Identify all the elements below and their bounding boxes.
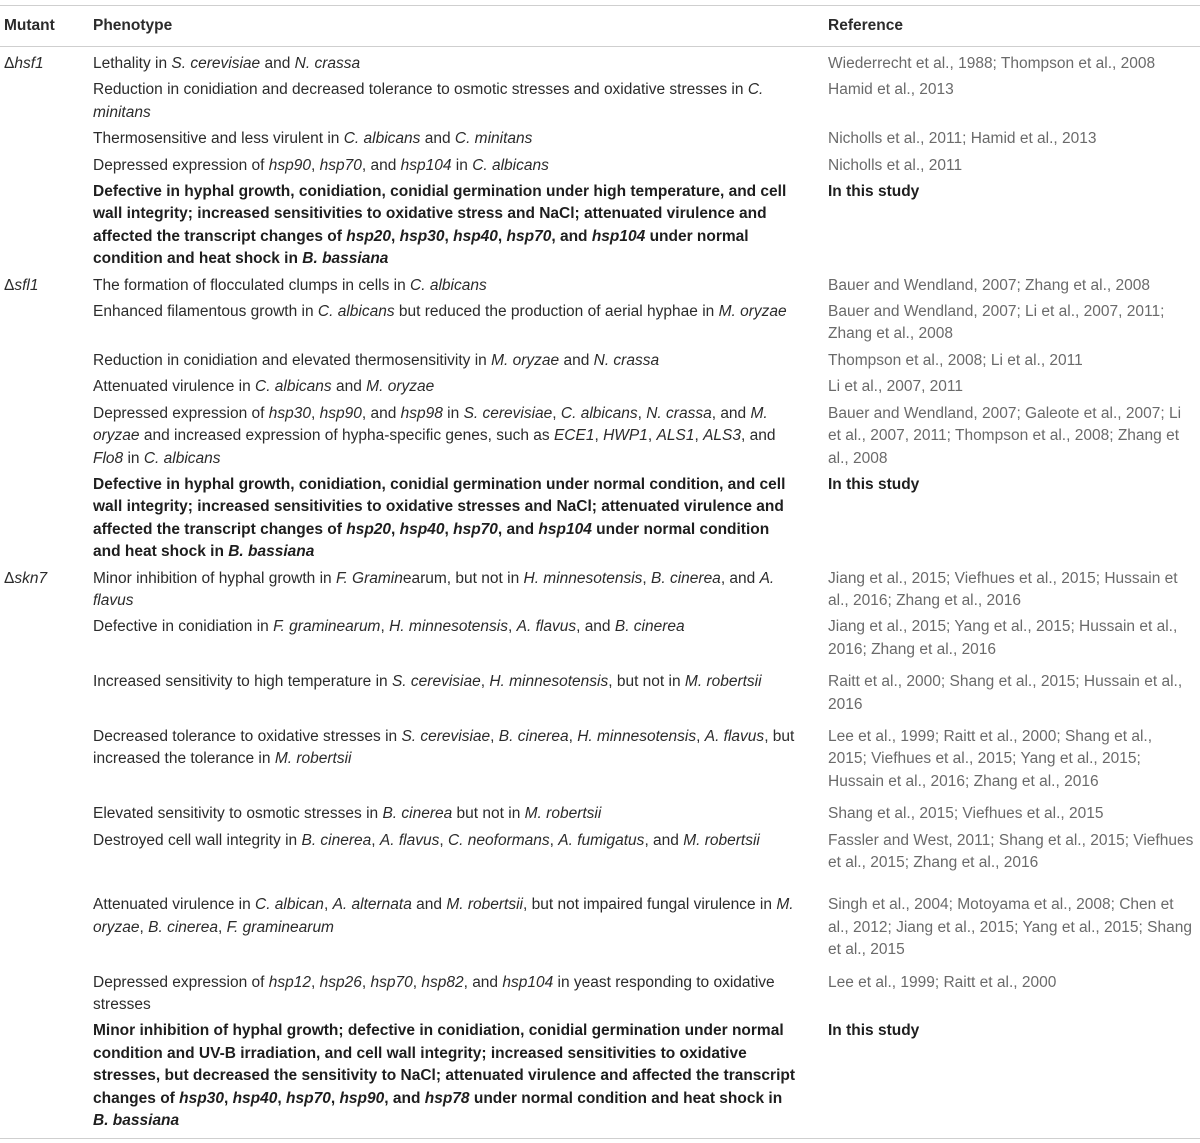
mutant-cell [0,47,93,78]
reference-cell: Fassler and West, 2011; Shang et al., 2015; Viefhues et al., 2015; Zhang et al., 2016 [828,831,1194,871]
mutant-cell [0,401,93,472]
table-row [0,47,1200,78]
phenotype-cell: Defective in conidiation in F. graminearum, H. minnesotensis, A. flavus, and B. cinerea [93,618,685,636]
mutant-gene: skn7 [14,569,48,587]
table-row [0,273,1200,299]
mutant-cell [0,299,93,348]
mutant-cell [0,566,93,615]
reference-cell: Jiang et al., 2015; Viefhues et al., 2015; Hussain et al., 2016; Zhang et al., 2016 [828,569,1178,609]
reference-cell: Lee et al., 1999; Raitt et al., 2000 [828,973,1057,991]
table-row [0,374,1200,400]
reference-cell: Lee et al., 1999; Raitt et al., 2000; Shang et al., 2015; Viefhues et al., 2015; Yang et al., 2015; Hussain et al., 2016; Zhang et al., 2016 [828,727,1153,790]
phenotype-cell: Reduction in conidiation and elevated thermosensitivity in M. oryzae and N. crassa [93,351,660,369]
table-row [0,970,1200,1019]
mutant-cell [0,801,93,827]
reference-cell: Nicholls et al., 2011; Hamid et al., 2013 [828,130,1097,148]
reference-cell: In this study [828,1022,920,1040]
table-body [0,47,1200,1139]
table-row [0,892,1200,969]
phenotype-cell: Enhanced filamentous growth in C. albicans but reduced the production of aerial hyphae in M. oryzae [93,303,787,321]
table-row [0,724,1200,801]
mutant-cell [0,724,93,801]
reference-cell: In this study [828,183,920,201]
table-row-this-study [0,472,1200,566]
header-phenotype: Phenotype [93,6,827,47]
reference-cell: In this study [828,475,920,493]
mutant-cell [0,828,93,893]
header-reference: Reference [827,6,1200,47]
reference-cell: Jiang et al., 2015; Yang et al., 2015; Hussain et al., 2016; Zhang et al., 2016 [828,618,1178,658]
reference-cell: Bauer and Wendland, 2007; Zhang et al., 2008 [828,276,1151,294]
mutant-cell [0,348,93,374]
mutant-cell [0,669,93,724]
reference-cell: Wiederrecht et al., 1988; Thompson et al., 2008 [828,55,1156,72]
mutant-gene: sfl1 [14,276,39,294]
table-row [0,614,1200,669]
mutant-cell [0,179,93,273]
header-row [0,6,1200,47]
reference-cell: Raitt et al., 2000; Shang et al., 2015; Hussain et al., 2016 [828,673,1183,713]
table-row [0,348,1200,374]
mutant-delta: Δ [4,276,15,294]
table-row [0,566,1200,615]
table-row-this-study [0,1018,1200,1139]
table-row [0,153,1200,179]
mutant-cell [0,892,93,969]
mutant-cell [0,1018,93,1139]
phenotype-cell: Attenuated virulence in C. albicans and M. oryzae [93,378,435,396]
phenotype-cell: Defective in hyphal growth, conidiation, conidial germination under normal condition, and cell wall integrity; increased sensitivities to oxidative stresses and NaCl; attenuated virulence and affected the transcript changes of hsp20, hsp40, hsp70, and hsp104 under normal condition and heat shock in B. bassiana [93,475,786,561]
phenotype-cell: Minor inhibition of hyphal growth in F. Graminearum, but not in H. minnesotensis, B. cinerea, and A. flavus [93,569,775,609]
mutant-cell [0,970,93,1019]
phenotype-cell: The formation of flocculated clumps in cells in C. albicans [93,276,487,294]
mutant-cell [0,77,93,126]
reference-cell: Bauer and Wendland, 2007; Galeote et al., 2007; Li et al., 2007, 2011; Thompson et al., 2008; Zhang et al., 2008 [828,404,1182,467]
header-mutant: Mutant [0,6,93,47]
mutant-cell [0,614,93,669]
reference-cell: Nicholls et al., 2011 [828,156,963,174]
mutant-delta: Δ [4,55,15,72]
reference-cell: Thompson et al., 2008; Li et al., 2011 [828,351,1083,369]
phenotype-cell: Lethality in S. cerevisiae and N. crassa [93,55,361,72]
reference-cell: Li et al., 2007, 2011 [828,378,964,396]
phenotype-cell: Depressed expression of hsp90, hsp70, and hsp104 in C. albicans [93,156,549,174]
mutant-cell [0,472,93,566]
table-row [0,669,1200,724]
table-row [0,126,1200,152]
phenotype-cell: Defective in hyphal growth, conidiation, conidial germination under high temperature, and cell wall integrity; increased sensitivities to oxidative stress and NaCl; attenuated virulence and affected the transcript changes of hsp20, hsp30, hsp40, hsp70, and hsp104 under normal condition and heat shock in B. bassiana [93,183,787,268]
phenotype-cell: Depressed expression of hsp12, hsp26, hsp70, hsp82, and hsp104 in yeast responding to oxidative stresses [93,973,775,1014]
reference-cell: Bauer and Wendland, 2007; Li et al., 2007, 2011; Zhang et al., 2008 [828,303,1165,343]
table-row [0,801,1200,827]
table-row [0,299,1200,348]
phenotype-cell: Elevated sensitivity to osmotic stresses in B. cinerea but not in M. robertsii [93,805,602,823]
phenotype-cell: Increased sensitivity to high temperature in S. cerevisiae, H. minnesotensis, but not in M. robertsii [93,673,762,691]
mutant-cell [0,126,93,152]
reference-cell: Shang et al., 2015; Viefhues et al., 2015 [828,805,1104,823]
phenotype-cell: Depressed expression of hsp30, hsp90, and hsp98 in S. cerevisiae, C. albicans, N. crassa, and M. oryzae and increased expression of hypha-specific genes, such as ECE1, HWP1, ALS1, ALS3, and Flo8 in C. albicans [93,404,776,467]
mutant-gene: hsf1 [14,55,44,72]
phenotype-cell: Minor inhibition of hyphal growth; defective in conidiation, conidial germination under normal condition and UV-B irradiation, and cell wall integrity; increased sensitivities to oxidative stresses, but decreased the sensitivity to NaCl; attenuated virulence and affected the transcript changes of hsp30, hsp40, hsp70, hsp90, and hsp78 under normal condition and heat shock in B. bassiana [93,1022,796,1130]
mutant-cell [0,374,93,400]
phenotype-table [0,5,1200,1139]
phenotype-cell: Reduction in conidiation and decreased tolerance to osmotic stresses and oxidative stresses in C. minitans [93,81,764,121]
table-row [0,828,1200,893]
mutant-cell [0,273,93,299]
phenotype-cell: Thermosensitive and less virulent in C. albicans and C. minitans [93,130,533,148]
table-row [0,77,1200,126]
table-row-this-study [0,179,1200,273]
phenotype-cell: Destroyed cell wall integrity in B. cinerea, A. flavus, C. neoformans, A. fumigatus, and M. robertsii [93,831,760,849]
table-row [0,401,1200,472]
mutant-cell [0,153,93,179]
mutant-delta: Δ [4,569,15,587]
phenotype-cell: Attenuated virulence in C. albican, A. alternata and M. robertsii, but not impaired fungal virulence in M. oryzae, B. cinerea, F. graminearum [93,896,794,936]
phenotype-cell: Decreased tolerance to oxidative stresses in S. cerevisiae, B. cinerea, H. minnesotensis, A. flavus, but increased the tolerance in M. robertsii [93,727,795,768]
reference-cell: Hamid et al., 2013 [828,81,954,99]
reference-cell: Singh et al., 2004; Motoyama et al., 2008; Chen et al., 2012; Jiang et al., 2015; Yang et al., 2015; Shang et al., 2015 [828,896,1192,959]
